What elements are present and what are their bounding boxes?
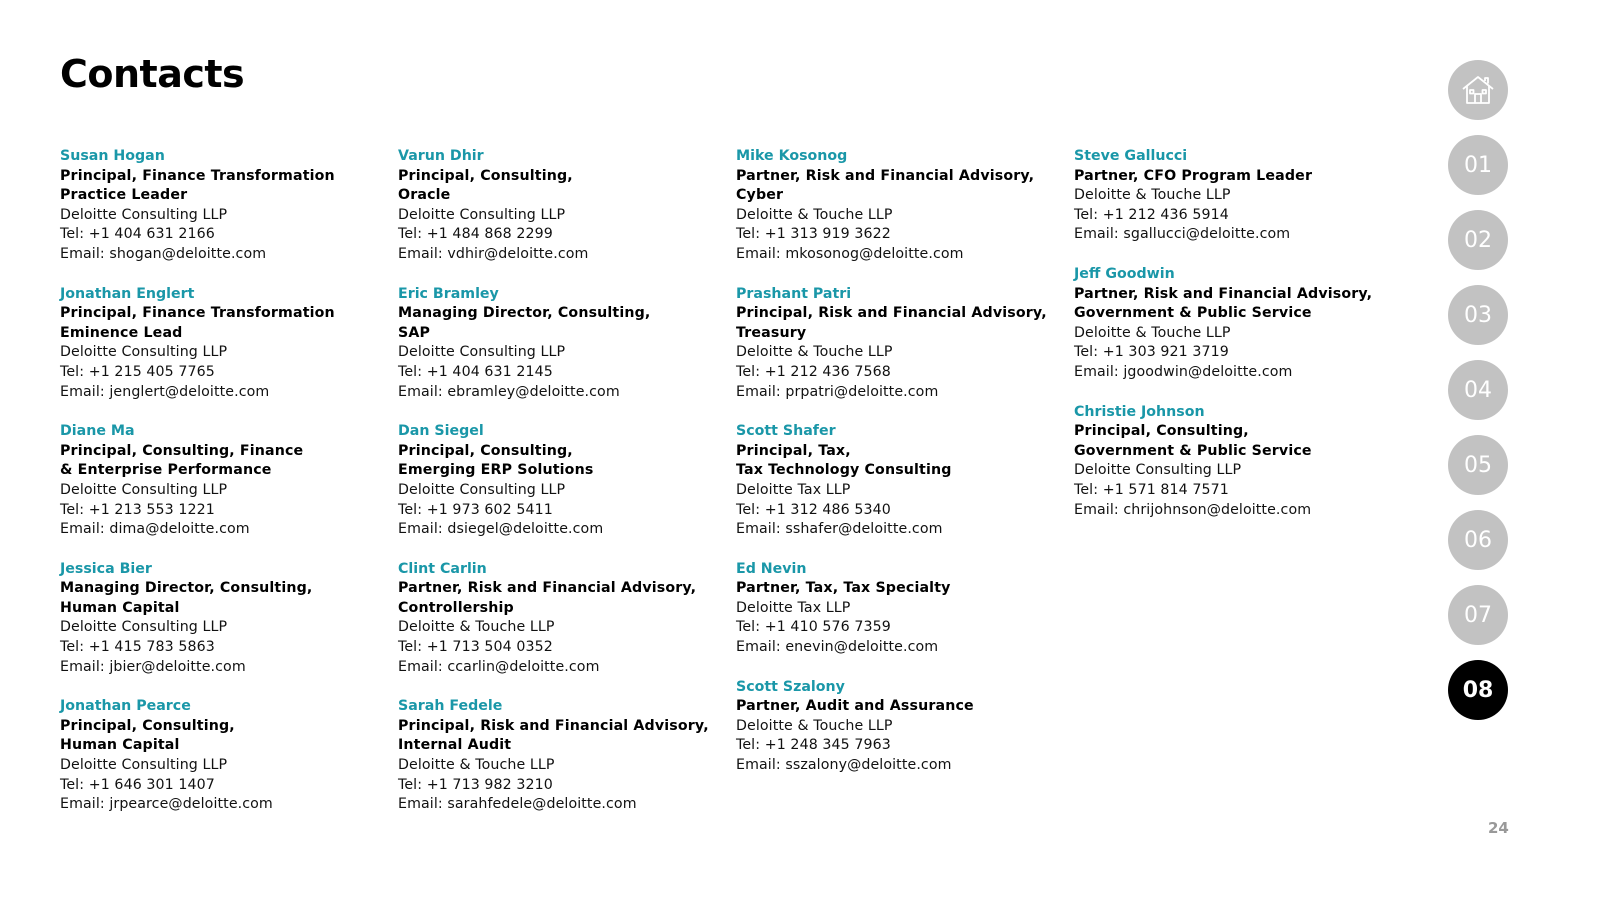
contact-card — [398, 560, 728, 678]
contact-company: Deloitte & Touche LLP — [1074, 187, 1231, 204]
contact-company: Deloitte Consulting LLP — [398, 206, 566, 223]
contact-company: Deloitte Consulting LLP — [60, 757, 228, 774]
contact-company: Deloitte & Touche LLP — [398, 757, 555, 774]
contact-email[interactable]: Email: prpatri@deloitte.com — [736, 383, 939, 400]
contact-role-line: Partner, Risk and Financial Advisory, — [736, 167, 1035, 184]
contact-phone[interactable]: Tel: +1 571 814 7571 — [1074, 481, 1229, 498]
contact-role-line: Human Capital — [60, 737, 180, 754]
contact-email[interactable]: Email: mkosonog@deloitte.com — [736, 245, 964, 262]
section-nav — [1448, 60, 1508, 735]
contact-name: Varun Dhir — [398, 148, 484, 164]
contact-role-line: Internal Audit — [398, 737, 512, 754]
contact-email[interactable]: Email: dsiegel@deloitte.com — [398, 521, 604, 538]
contact-role-line: Government & Public Service — [1074, 442, 1312, 459]
contact-card — [736, 285, 1066, 403]
contact-email[interactable]: Email: jenglert@deloitte.com — [60, 383, 270, 400]
contact-company: Deloitte Consulting LLP — [398, 481, 566, 498]
contact-phone[interactable]: Tel: +1 213 553 1221 — [60, 501, 215, 518]
contact-phone[interactable]: Tel: +1 973 602 5411 — [398, 501, 553, 518]
contact-role-line: Eminence Lead — [60, 324, 183, 341]
contact-name: Christie Johnson — [1074, 403, 1205, 420]
contact-role-line: Government & Public Service — [1074, 305, 1312, 322]
contact-card — [736, 147, 1066, 265]
contact-card — [398, 422, 728, 540]
contact-card — [60, 147, 390, 265]
contact-card — [60, 697, 390, 815]
contact-role-line: Partner, Tax, Tax Specialty — [736, 580, 951, 597]
contact-role-line: Cyber — [736, 187, 784, 204]
contact-role-line: SAP — [398, 324, 431, 341]
contact-card — [398, 147, 728, 265]
contact-role-line: Principal, Consulting, — [60, 717, 235, 734]
contact-card — [1074, 265, 1404, 383]
contact-name: Jessica Bier — [60, 560, 152, 577]
contact-name: Eric Bramley — [398, 285, 499, 302]
contact-role-line: Principal, Finance Transformation — [60, 305, 335, 322]
contact-phone[interactable]: Tel: +1 646 301 1407 — [60, 776, 215, 793]
contact-role-line: Controllership — [398, 599, 514, 616]
contact-phone[interactable]: Tel: +1 248 345 7963 — [736, 737, 891, 754]
contact-phone[interactable]: Tel: +1 313 919 3622 — [736, 226, 891, 243]
contact-role-line: Partner, CFO Program Leader — [1074, 167, 1313, 184]
contact-role-line: Managing Director, Consulting, — [398, 305, 651, 322]
contact-company: Deloitte Consulting LLP — [1074, 462, 1242, 479]
contact-card — [398, 697, 728, 815]
contact-name: Prashant Patri — [736, 285, 852, 302]
contacts-column-3 — [736, 147, 1066, 796]
contact-role-line: Principal, Tax, — [736, 442, 851, 459]
contact-role-line: Principal, Consulting, Finance — [60, 442, 304, 459]
contact-email[interactable]: Email: jbier@deloitte.com — [60, 658, 246, 675]
contact-role-line: Partner, Risk and Financial Advisory, — [1074, 285, 1373, 302]
contact-name: Diane Ma — [60, 423, 135, 440]
nav-section-07[interactable]: 07 — [1448, 585, 1508, 645]
contact-email[interactable]: Email: sshafer@deloitte.com — [736, 521, 943, 538]
contact-phone[interactable]: Tel: +1 713 982 3210 — [398, 776, 553, 793]
contact-name: Clint Carlin — [398, 560, 487, 577]
nav-section-01[interactable]: 01 — [1448, 135, 1508, 195]
contact-name: Scott Szalony — [736, 678, 845, 695]
contacts-column-1 — [60, 147, 390, 835]
home-icon — [1460, 73, 1496, 107]
contact-card — [736, 678, 1066, 776]
contact-company: Deloitte Tax LLP — [736, 481, 851, 498]
contact-company: Deloitte & Touche LLP — [736, 344, 893, 361]
contact-name: Mike Kosonog — [736, 148, 848, 164]
contacts-column-2 — [398, 147, 728, 835]
contact-role-line: Practice Leader — [60, 187, 188, 204]
nav-section-05[interactable]: 05 — [1448, 435, 1508, 495]
nav-items — [1448, 135, 1508, 720]
contact-role-line: Principal, Consulting, — [398, 442, 573, 459]
contact-company: Deloitte & Touche LLP — [1074, 324, 1231, 341]
contact-role-line: Treasury — [736, 324, 807, 341]
contact-email[interactable]: Email: vdhir@deloitte.com — [398, 245, 589, 262]
contact-name: Susan Hogan — [60, 148, 165, 164]
contact-card — [1074, 403, 1404, 521]
contact-email[interactable]: Email: sgallucci@deloitte.com — [1074, 226, 1291, 243]
contact-email[interactable]: Email: chrijohnson@deloitte.com — [1074, 501, 1312, 518]
page-number: 24 — [1488, 819, 1509, 837]
contact-card — [736, 560, 1066, 658]
contact-name: Jeff Goodwin — [1074, 265, 1175, 282]
contact-name: Ed Nevin — [736, 560, 807, 577]
contact-card — [60, 560, 390, 678]
contact-email[interactable]: Email: ccarlin@deloitte.com — [398, 658, 600, 675]
contact-company: Deloitte & Touche LLP — [736, 717, 893, 734]
contact-role-line: Oracle — [398, 187, 451, 204]
contact-card — [60, 285, 390, 403]
contact-company: Deloitte Consulting LLP — [398, 344, 566, 361]
contact-name: Scott Shafer — [736, 423, 836, 440]
contact-phone[interactable]: Tel: +1 312 486 5340 — [736, 501, 891, 518]
contact-role-line: Tax Technology Consulting — [736, 462, 952, 479]
contact-phone[interactable]: Tel: +1 303 921 3719 — [1074, 344, 1229, 361]
contact-role-line: Human Capital — [60, 599, 180, 616]
contact-company: Deloitte Consulting LLP — [60, 206, 228, 223]
contact-role-line: Principal, Consulting, — [1074, 423, 1249, 440]
contact-email[interactable]: Email: sszalony@deloitte.com — [736, 757, 952, 774]
contact-phone[interactable]: Tel: +1 212 436 5914 — [1074, 206, 1229, 223]
contact-company: Deloitte Consulting LLP — [60, 481, 228, 498]
contact-role-line: Partner, Risk and Financial Advisory, — [398, 580, 697, 597]
contact-phone[interactable]: Tel: +1 415 783 5863 — [60, 639, 215, 656]
nav-home-button[interactable] — [1448, 60, 1508, 120]
contact-phone[interactable]: Tel: +1 404 631 2166 — [60, 226, 215, 243]
contact-phone[interactable]: Tel: +1 713 504 0352 — [398, 639, 553, 656]
contact-email[interactable]: Email: jrpearce@deloitte.com — [60, 796, 273, 813]
nav-section-06[interactable]: 06 — [1448, 510, 1508, 570]
contact-name: Steve Gallucci — [1074, 148, 1188, 164]
contact-email[interactable]: Email: jgoodwin@deloitte.com — [1074, 363, 1293, 380]
contact-phone[interactable]: Tel: +1 212 436 7568 — [736, 363, 891, 380]
contact-card — [736, 422, 1066, 540]
contact-role-line: Managing Director, Consulting, — [60, 580, 313, 597]
contact-phone[interactable]: Tel: +1 484 868 2299 — [398, 226, 553, 243]
contact-company: Deloitte Consulting LLP — [60, 344, 228, 361]
contacts-column-4 — [1074, 147, 1404, 540]
contact-company: Deloitte Tax LLP — [736, 599, 851, 616]
contact-name: Jonathan Englert — [60, 285, 195, 302]
contact-company: Deloitte & Touche LLP — [736, 206, 893, 223]
contact-phone[interactable]: Tel: +1 404 631 2145 — [398, 363, 553, 380]
contact-name: Jonathan Pearce — [60, 698, 191, 715]
contact-card — [1074, 147, 1404, 245]
contact-company: Deloitte & Touche LLP — [398, 619, 555, 636]
contact-phone[interactable]: Tel: +1 410 576 7359 — [736, 619, 891, 636]
contact-role-line: Principal, Consulting, — [398, 167, 573, 184]
nav-section-08[interactable]: 08 — [1448, 660, 1508, 720]
nav-section-03[interactable]: 03 — [1448, 285, 1508, 345]
contact-name: Dan Siegel — [398, 423, 484, 440]
contact-card — [60, 422, 390, 540]
contact-email[interactable]: Email: shogan@deloitte.com — [60, 245, 267, 262]
contact-phone[interactable]: Tel: +1 215 405 7765 — [60, 363, 215, 380]
contact-email[interactable]: Email: enevin@deloitte.com — [736, 639, 939, 656]
contact-email[interactable]: Email: ebramley@deloitte.com — [398, 383, 620, 400]
contact-email[interactable]: Email: dima@deloitte.com — [60, 521, 250, 538]
contact-role-line: Partner, Audit and Assurance — [736, 698, 974, 715]
page-title: Contacts — [60, 52, 245, 96]
nav-section-02[interactable]: 02 — [1448, 210, 1508, 270]
contact-card — [398, 285, 728, 403]
contact-role-line: Principal, Risk and Financial Advisory, — [398, 717, 709, 734]
contact-role-line: Emerging ERP Solutions — [398, 462, 594, 479]
contact-email[interactable]: Email: sarahfedele@deloitte.com — [398, 796, 637, 813]
nav-section-04[interactable]: 04 — [1448, 360, 1508, 420]
contact-role-line: Principal, Risk and Financial Advisory, — [736, 305, 1047, 322]
contact-company: Deloitte Consulting LLP — [60, 619, 228, 636]
contact-name: Sarah Fedele — [398, 698, 503, 715]
contact-role-line: & Enterprise Performance — [60, 462, 272, 479]
contact-role-line: Principal, Finance Transformation — [60, 167, 335, 184]
